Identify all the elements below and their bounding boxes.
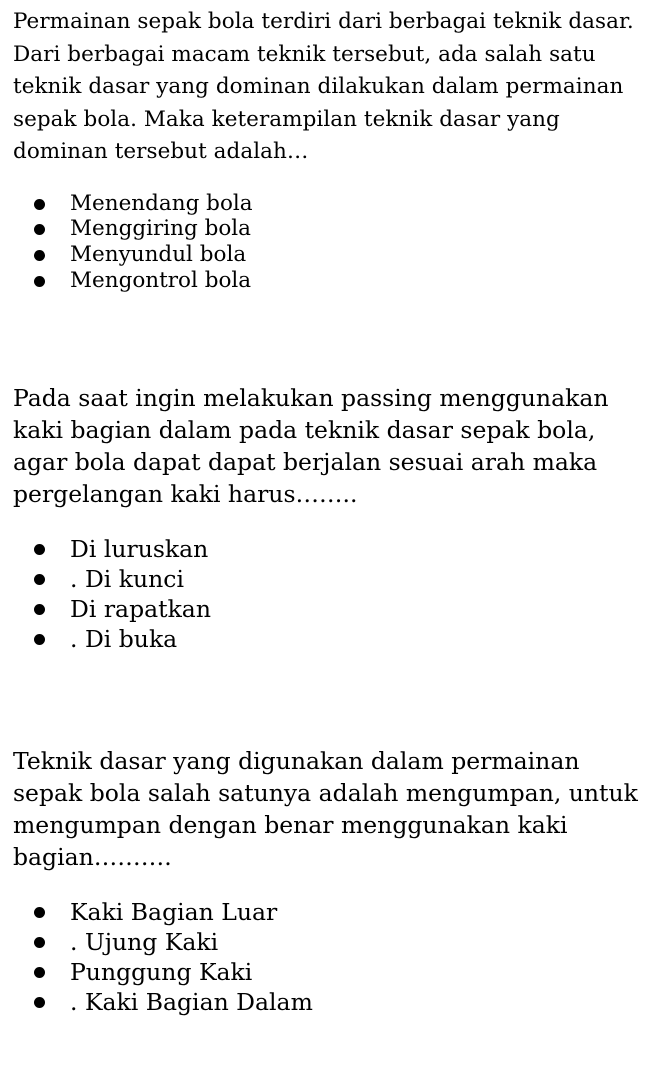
question-2-option-1 <box>13 534 648 564</box>
question-1-option-1 <box>13 191 648 217</box>
question-1-option-4 <box>13 268 648 294</box>
option-label: Kaki Bagian Luar <box>70 898 278 926</box>
option-label: Di rapatkan <box>70 595 211 623</box>
option-label: Menyundul bola <box>70 241 247 267</box>
bullet-icon <box>34 997 45 1008</box>
question-3-option-3 <box>13 957 648 987</box>
question-3-option-4 <box>13 987 648 1017</box>
option-label: Mengontrol bola <box>70 267 252 293</box>
question-2-option-3 <box>13 594 648 624</box>
question-2-option-2 <box>13 564 648 594</box>
bullet-icon <box>34 937 45 948</box>
question-3-options <box>13 897 648 1017</box>
bullet-icon <box>34 967 45 978</box>
option-label: Menendang bola <box>70 190 253 216</box>
question-2-options <box>13 534 648 654</box>
option-label: . Ujung Kaki <box>70 928 219 956</box>
question-2 <box>13 382 648 654</box>
bullet-icon <box>34 634 45 645</box>
option-label: . Kaki Bagian Dalam <box>70 988 313 1016</box>
question-1 <box>13 6 648 293</box>
bullet-icon <box>34 250 45 261</box>
question-1-option-3 <box>13 242 648 268</box>
option-label: . Di kunci <box>70 565 184 593</box>
bullet-icon <box>34 604 45 615</box>
question-3-option-2 <box>13 927 648 957</box>
question-3-option-1 <box>13 897 648 927</box>
bullet-icon <box>34 574 45 585</box>
question-2-text: Pada saat ingin melakukan passing menggunakan kaki bagian dalam pada teknik dasar sepak bola, agar bola dapat dapat berjalan sesuai arah maka pergelangan kaki harus…….. <box>13 384 609 508</box>
question-2-option-4 <box>13 624 648 654</box>
bullet-icon <box>34 544 45 555</box>
question-3 <box>13 745 648 1017</box>
bullet-icon <box>34 224 45 235</box>
option-label: Di luruskan <box>70 535 209 563</box>
bullet-icon <box>34 276 45 287</box>
bullet-icon <box>34 907 45 918</box>
bullet-icon <box>34 199 45 210</box>
question-1-text: Permainan sepak bola terdiri dari berbagai teknik dasar. Dari berbagai macam teknik tersebut, ada salah satu teknik dasar yang dominan dilakukan dalam permainan sepak bola. Maka keterampilan teknik dasar yang dominan tersebut adalah… <box>13 9 634 164</box>
question-1-options <box>13 191 648 294</box>
option-label: Punggung Kaki <box>70 958 253 986</box>
option-label: . Di buka <box>70 625 178 653</box>
question-1-option-2 <box>13 216 648 242</box>
question-3-text: Teknik dasar yang digunakan dalam permainan sepak bola salah satunya adalah mengumpan, untuk mengumpan dengan benar menggunakan kaki bagian………. <box>13 747 638 871</box>
option-label: Menggiring bola <box>70 216 251 242</box>
